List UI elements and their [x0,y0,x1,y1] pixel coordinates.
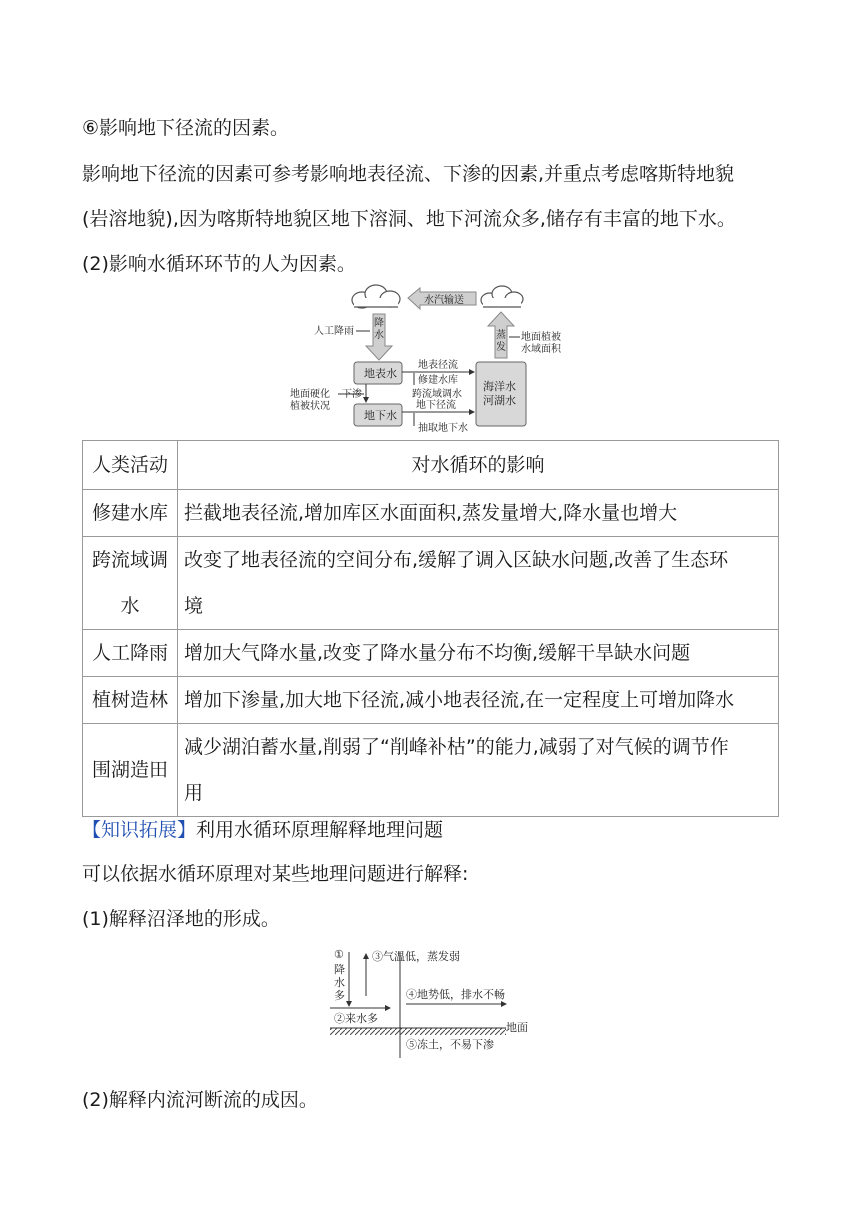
svg-text:植被状况: 植被状况 [290,401,330,412]
svg-text:水: 水 [334,976,345,989]
table-cell-activity: 植树造林 [83,677,178,724]
table-cell-impact: 改变了地表径流的空间分布,缓解了调入区缺水问题,改善了生态环 境 [178,537,779,630]
svg-text:地下径流: 地下径流 [416,400,456,411]
svg-text:②来水多: ②来水多 [334,1012,378,1025]
svg-text:地表径流: 地表径流 [418,360,458,371]
artificial-rain-label: 人工降雨 [314,326,354,337]
table-row [83,490,779,537]
table-cell-impact: 减少湖泊蓄水量,削弱了“削峰补枯”的能力,减弱了对气候的调节作 用 [178,724,779,817]
svg-text:地面: 地面 [506,1021,528,1034]
section6-paragraph-line2: (岩溶地貌),因为喀斯特地貌区地下溶洞、地下河流众多,储存有丰富的地下水。 [82,208,736,230]
extension-item1: (1)解释沼泽地的形成。 [82,908,280,930]
svg-text:地下水: 地下水 [364,409,397,422]
water-cycle-human-factors-diagram [280,280,590,440]
table-row [83,630,779,677]
svg-text:地表水: 地表水 [364,367,397,380]
svg-text:降: 降 [334,963,345,976]
vegetation-label: 地面植被 [521,332,561,343]
cloud-icon-right [481,286,523,307]
table-cell-impact: 拦截地表径流,增加库区水面面积,蒸发量增大,降水量也增大 [178,490,779,537]
svg-text:③气温低，蒸发弱: ③气温低，蒸发弱 [372,950,460,963]
svg-text:发: 发 [496,342,506,353]
section6-paragraph-line1: 影响地下径流的因素可参考影响地表径流、下渗的因素,并重点考虑喀斯特地貌 [82,163,735,185]
svg-text:河湖水: 河湖水 [483,394,516,407]
swamp-formation-diagram [320,940,540,1072]
extension-intro: 可以依据水循环原理对某些地理问题进行解释: [82,863,469,885]
human-activities-table [82,440,779,817]
ground-hatch [330,1028,506,1035]
table-header-cell: 人类活动 [83,441,178,490]
extension-item2: (2)解释内流河断流的成因。 [82,1089,318,1111]
table-row [83,724,779,817]
svg-text:修建水库: 修建水库 [418,375,458,386]
water-area-label: 水域面积 [521,344,561,355]
svg-text:①: ① [334,948,344,961]
knowledge-extension-heading [82,818,443,842]
knowledge-extension-title: 利用水循环原理解释地理问题 [196,819,444,841]
svg-text:水: 水 [374,330,384,341]
svg-text:抽取地下水: 抽取地下水 [418,423,468,434]
svg-text:跨流域调水: 跨流域调水 [412,389,462,400]
svg-text:蒸: 蒸 [496,330,506,341]
table-cell-activity: 跨流域调 水 [83,537,178,630]
svg-text:地面硬化: 地面硬化 [290,389,330,400]
table-cell-activity: 修建水库 [83,490,178,537]
section2-heading: (2)影响水循环环节的人为因素。 [82,253,356,275]
table-cell-activity: 人工降雨 [83,630,178,677]
table-row [83,677,779,724]
svg-text:④地势低，排水不畅: ④地势低，排水不畅 [406,988,505,1001]
svg-text:海洋水: 海洋水 [483,380,516,393]
svg-text:多: 多 [334,989,345,1002]
table-cell-activity: 围湖造田 [83,724,178,817]
table-row [83,537,779,630]
svg-text:⑤冻土，不易下渗: ⑤冻土，不易下渗 [406,1038,494,1051]
cloud-icon-left [352,285,400,308]
svg-text:水汽输送: 水汽输送 [424,295,464,306]
table-cell-impact: 增加下渗量,加大地下径流,减小地表径流,在一定程度上可增加降水 [178,677,779,724]
table-header-cell: 对水循环的影响 [178,441,779,490]
svg-text:下渗: 下渗 [342,389,362,400]
table-cell-impact: 增加大气降水量,改变了降水量分布不均衡,缓解干旱缺水问题 [178,630,779,677]
table-header-row [83,441,779,490]
section6-heading: ⑥影响地下径流的因素。 [82,117,290,139]
svg-text:降: 降 [374,318,384,329]
knowledge-extension-tag: 【知识拓展】 [82,819,197,841]
